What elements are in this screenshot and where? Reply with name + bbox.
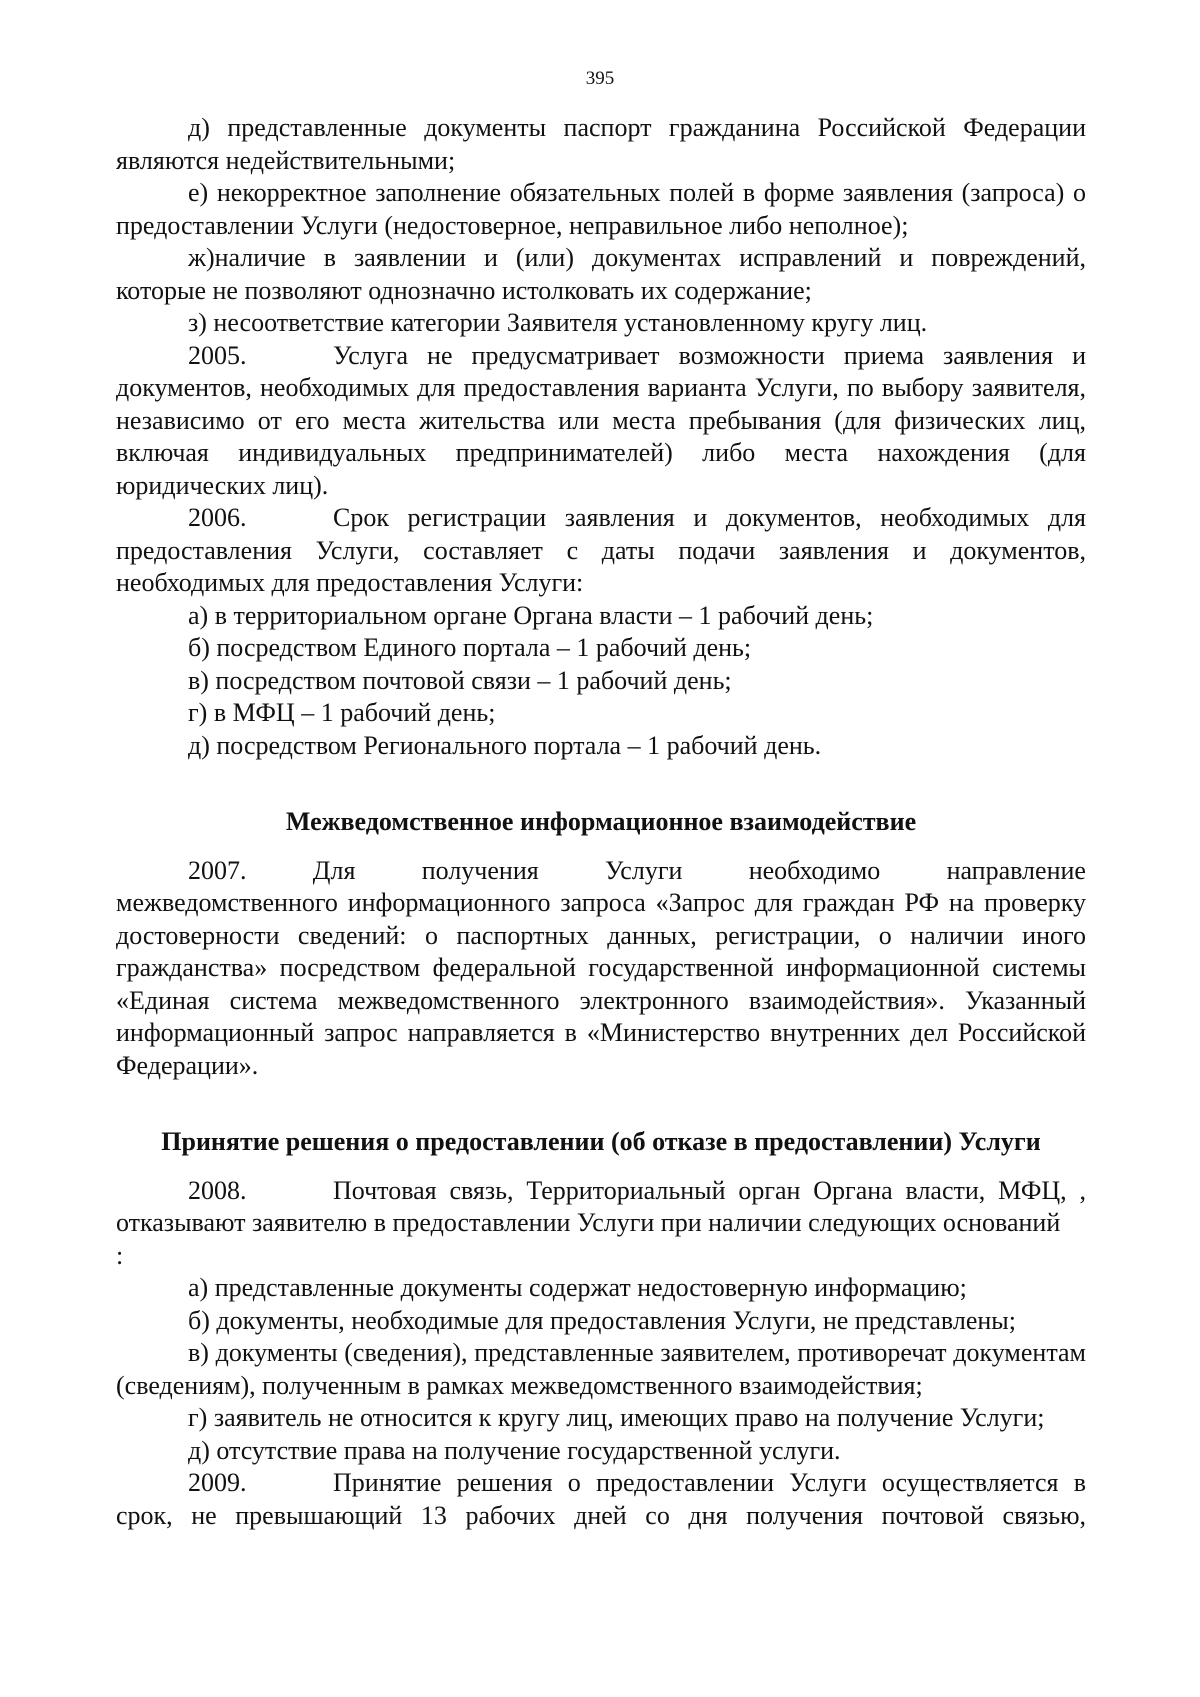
word: направление: [946, 855, 1086, 885]
list-item: а) представленные документы содержат недостоверную информацию;: [188, 1273, 967, 1302]
list-item: д) отсутствие права на получение государственной услуги.: [188, 1435, 841, 1465]
page-number: 395: [585, 68, 615, 89]
section-heading: Межведомственное информационное взаимодействие: [285, 807, 917, 836]
paragraph-number: 2009.: [188, 1468, 247, 1497]
item-zh: ж)наличие в заявлении и (или) документах исправлений и повреждений, которые не позволяют однозначно истолковать их содержание;: [116, 243, 1086, 305]
paragraph-2006: [116, 502, 1086, 600]
list-item: б) посредством Единого портала – 1 рабочий день;: [188, 633, 752, 662]
paragraph-2005: [116, 340, 1086, 503]
list-item: г) в МФЦ – 1 рабочий день;: [188, 698, 496, 727]
paragraph-text: Услуга не предусматривает возможности приема заявления и документов, необходимых для предоставления варианта Услуги, по выбору заявителя, независимо от его места жительства или места пребывания (для физических лиц, включая индивидуальных предпринимателей) либо места нахождения (для юридических лиц).: [116, 340, 1086, 500]
document-body: [116, 112, 1086, 1532]
paragraph-text: Срок регистрации заявления и документов, необходимых для предоставления Услуги, составляет с даты подачи заявления и документов, необходимых для предоставления Услуги:: [116, 503, 1086, 597]
word: необходимо: [748, 855, 881, 885]
paragraph-2008: [116, 1175, 1086, 1240]
list-item: в) документы (сведения), представленные заявителем, противоречат документам (сведениям), полученным в рамках межведомственного взаимодействия;: [116, 1338, 1086, 1400]
list-item: д) посредством Регионального портала – 1 рабочий день.: [188, 730, 822, 760]
list-item: в) посредством почтовой связи – 1 рабочий день;: [188, 665, 732, 695]
paragraph-number: 2008.: [188, 1175, 247, 1205]
list-item: а) в территориальном органе Органа власти – 1 рабочий день;: [188, 600, 874, 630]
list-item: г) заявитель не относится к кругу лиц, имеющих право на получение Услуги;: [188, 1403, 1045, 1432]
item-e: е) некорректное заполнение обязательных полей в форме заявления (запроса) о предоставлении Услуги (недостоверное, неправильное либо неполное);: [116, 178, 1086, 240]
paragraph-2007-text: межведомственного информационного запроса «Запрос для граждан РФ на проверку достоверности сведений: о паспортных данных, регистрации, о наличии иного гражданства» посредством федеральной государственной информационной системы «Единая система межведомственного электронного взаимодействия». Указанный информационный запрос направляется в «Министерство внутренних дел Российской Федерации».: [116, 888, 1086, 1080]
paragraph-number: 2005.: [188, 340, 247, 370]
word: Услуги: [605, 855, 683, 885]
list-item: б) документы, необходимые для предоставления Услуги, не представлены;: [188, 1305, 1016, 1335]
paragraph-number: 2007.: [188, 855, 247, 885]
word: Для: [312, 855, 356, 885]
word: получения: [421, 855, 539, 885]
section-heading: Принятие решения о предоставлении (об отказе в предоставлении) Услуги: [161, 1127, 1041, 1156]
colon-line: :: [116, 1240, 124, 1270]
paragraph-2009: [116, 1467, 1086, 1532]
paragraph-number: 2006.: [188, 503, 247, 532]
paragraph-text: Принятие решения о предоставлении Услуги осуществляется в срок, не превышающий 13 рабочих дней со дня получения почтовой связью,: [116, 1468, 1086, 1530]
item-d-line1: д) представленные документы паспорт гражданина Российской Федерации: [188, 113, 1086, 142]
item-d-line2: являются недействительными;: [116, 145, 456, 175]
paragraph-2007-first-line: [116, 855, 1086, 888]
item-z: з) несоответствие категории Заявителя установленному кругу лиц.: [188, 308, 928, 337]
paragraph-text: Почтовая связь, Территориальный орган Органа власти, МФЦ, , отказывают заявителю в предоставлении Услуги при наличии следующих оснований: [116, 1175, 1086, 1237]
